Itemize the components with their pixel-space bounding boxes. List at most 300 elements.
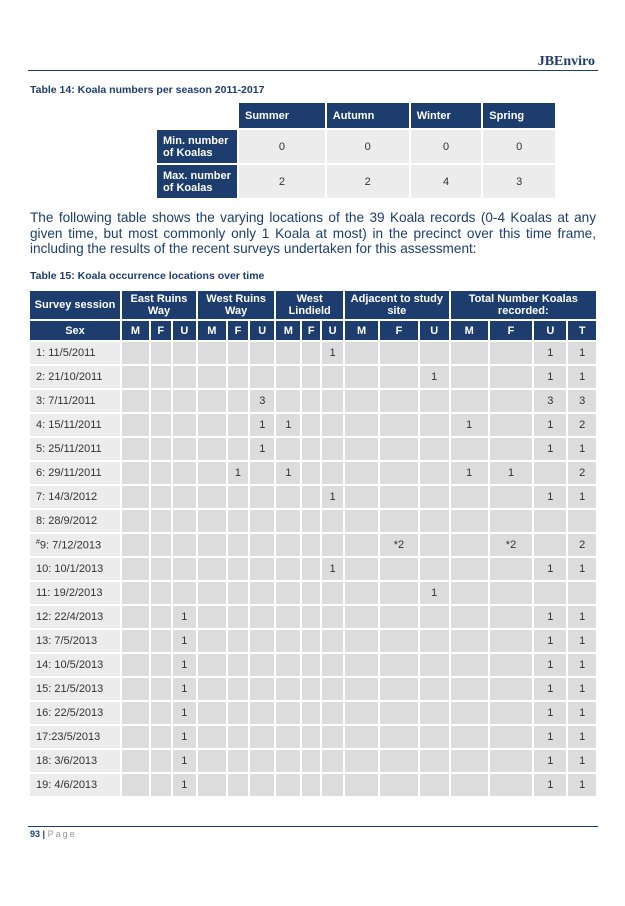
table-cell xyxy=(151,726,171,748)
table-cell xyxy=(302,486,320,508)
table-cell xyxy=(250,534,274,556)
table-cell xyxy=(151,390,171,412)
table-cell xyxy=(490,510,532,532)
table-row xyxy=(30,774,596,796)
table15-sex-header: M xyxy=(451,321,488,340)
session-footnote-mark: # xyxy=(36,538,40,546)
table-cell xyxy=(302,534,320,556)
table-cell xyxy=(490,342,532,364)
table-cell: *2 xyxy=(490,534,532,556)
table-row xyxy=(30,534,596,556)
table-cell xyxy=(380,630,418,652)
table-cell xyxy=(451,534,488,556)
table-row xyxy=(30,630,596,652)
table-cell: 1 xyxy=(568,726,596,748)
table-cell xyxy=(380,486,418,508)
table14-row-label: Min. number of Koalas xyxy=(157,130,237,163)
table-cell xyxy=(250,366,274,388)
table-cell: 1 xyxy=(568,750,596,772)
table-cell xyxy=(380,702,418,724)
table-cell: 1 xyxy=(420,582,449,604)
table15-sex-header: U xyxy=(173,321,196,340)
table-cell xyxy=(276,366,300,388)
table-row xyxy=(30,654,596,676)
table-cell xyxy=(451,726,488,748)
table-cell xyxy=(276,534,300,556)
table15-sex-header: F xyxy=(302,321,320,340)
table-cell: 1 xyxy=(534,414,566,436)
table-cell xyxy=(322,726,343,748)
table-cell xyxy=(345,774,378,796)
table-cell xyxy=(151,486,171,508)
table-row xyxy=(30,462,596,484)
table14-cell: 0 xyxy=(239,130,325,163)
table15-caption: Table 15: Koala occurrence locations over time xyxy=(30,270,265,282)
table-cell xyxy=(380,462,418,484)
table-cell xyxy=(122,366,149,388)
table14-cell: 0 xyxy=(327,130,409,163)
session-text: 18: 3/6/2013 xyxy=(36,755,98,767)
table-cell xyxy=(228,438,248,460)
table15-sex-header: F xyxy=(151,321,171,340)
table-cell: 1 xyxy=(534,774,566,796)
table15-sex-header: U xyxy=(420,321,449,340)
table14-cell: 2 xyxy=(327,165,409,198)
table-cell xyxy=(322,654,343,676)
table-cell xyxy=(302,678,320,700)
table-cell: 1 xyxy=(568,558,596,580)
table-cell xyxy=(228,558,248,580)
table-cell xyxy=(173,534,196,556)
table-row xyxy=(30,510,596,532)
table-cell xyxy=(198,558,226,580)
session-text: 4: 15/11/2011 xyxy=(36,419,102,431)
table-cell: 1 xyxy=(534,630,566,652)
table-cell xyxy=(380,774,418,796)
table-cell xyxy=(198,750,226,772)
table-cell xyxy=(228,486,248,508)
table-cell xyxy=(451,774,488,796)
table-cell: 1 xyxy=(534,702,566,724)
table-cell xyxy=(228,510,248,532)
session-text: 2: 21/10/2011 xyxy=(36,371,103,383)
table-cell: 1 xyxy=(322,558,343,580)
table-cell: 1 xyxy=(534,486,566,508)
table14-row xyxy=(157,165,555,198)
session-text: 7: 14/3/2012 xyxy=(36,491,98,503)
footer-separator: | xyxy=(42,829,46,839)
table-cell: 1 xyxy=(568,702,596,724)
survey-session-label xyxy=(30,678,120,700)
table-row xyxy=(30,702,596,724)
table15-sex-header: M xyxy=(276,321,300,340)
session-text: 1: 11/5/2011 xyxy=(36,347,96,359)
table-cell xyxy=(451,342,488,364)
table-cell xyxy=(122,774,149,796)
table-cell xyxy=(451,702,488,724)
table-cell xyxy=(380,366,418,388)
table-cell xyxy=(345,486,378,508)
table-cell xyxy=(198,702,226,724)
table-cell xyxy=(276,702,300,724)
table-cell xyxy=(276,774,300,796)
table-cell xyxy=(228,630,248,652)
table-cell xyxy=(276,438,300,460)
table-cell xyxy=(490,582,532,604)
table-cell xyxy=(534,534,566,556)
table-cell xyxy=(490,750,532,772)
table-cell xyxy=(250,462,274,484)
table-cell xyxy=(380,510,418,532)
table-row xyxy=(30,366,596,388)
table-cell xyxy=(345,606,378,628)
table-cell: 1 xyxy=(173,678,196,700)
table14-cell: 0 xyxy=(483,130,555,163)
table-row xyxy=(30,678,596,700)
table14-header-row xyxy=(157,103,555,128)
table-cell xyxy=(322,462,343,484)
table-cell xyxy=(302,390,320,412)
table-cell: 1 xyxy=(451,462,488,484)
table-cell: 1 xyxy=(228,462,248,484)
table-cell: 1 xyxy=(173,654,196,676)
session-text: 9: 7/12/2013 xyxy=(39,539,102,552)
table-cell xyxy=(302,462,320,484)
table-cell xyxy=(345,702,378,724)
table-cell xyxy=(198,774,226,796)
table-cell: 1 xyxy=(568,606,596,628)
table-cell xyxy=(228,678,248,700)
table-cell xyxy=(345,726,378,748)
survey-session-label xyxy=(30,606,120,628)
table-cell xyxy=(276,654,300,676)
table-cell: 3 xyxy=(534,390,566,412)
table14-cell: 4 xyxy=(411,165,482,198)
table-cell xyxy=(173,510,196,532)
table-cell xyxy=(173,366,196,388)
table-cell xyxy=(228,342,248,364)
session-text: 17:23/5/2013 xyxy=(36,731,101,743)
table-cell xyxy=(420,630,449,652)
survey-session-label xyxy=(30,462,120,484)
table-cell xyxy=(151,438,171,460)
table-cell xyxy=(345,438,378,460)
table-cell xyxy=(250,582,274,604)
table-cell xyxy=(250,342,274,364)
table15-sex-header: U xyxy=(534,321,566,340)
table-cell xyxy=(198,606,226,628)
survey-session-label xyxy=(30,774,120,796)
survey-session-label xyxy=(30,702,120,724)
table-cell xyxy=(198,534,226,556)
table-cell xyxy=(322,390,343,412)
table-cell: 1 xyxy=(568,678,596,700)
table-cell: 1 xyxy=(568,486,596,508)
table-cell xyxy=(420,390,449,412)
table-cell xyxy=(250,702,274,724)
table-cell xyxy=(250,486,274,508)
page-footer xyxy=(30,829,77,839)
table-cell xyxy=(198,438,226,460)
table-cell xyxy=(420,654,449,676)
table-cell xyxy=(198,342,226,364)
survey-session-label xyxy=(30,582,120,604)
table-cell: 1 xyxy=(534,678,566,700)
table-cell xyxy=(250,678,274,700)
session-text: 11: 19/2/2013 xyxy=(36,587,103,599)
table-cell xyxy=(198,390,226,412)
table14-col-header: Summer xyxy=(239,103,325,128)
table-cell xyxy=(173,558,196,580)
table-cell: 1 xyxy=(173,726,196,748)
table-cell xyxy=(302,774,320,796)
session-text: 14: 10/5/2013 xyxy=(36,659,104,671)
table-cell xyxy=(302,342,320,364)
table15-sex-header: F xyxy=(380,321,418,340)
table-row xyxy=(30,726,596,748)
table-cell xyxy=(122,750,149,772)
table-cell xyxy=(420,534,449,556)
table-cell xyxy=(490,678,532,700)
table-cell xyxy=(302,414,320,436)
table-cell xyxy=(345,462,378,484)
table-cell: 1 xyxy=(534,366,566,388)
survey-session-label xyxy=(30,438,120,460)
table-cell xyxy=(276,558,300,580)
table14-cell: 0 xyxy=(411,130,482,163)
table-cell xyxy=(568,510,596,532)
table-cell xyxy=(451,486,488,508)
table-cell xyxy=(151,750,171,772)
table-cell xyxy=(228,582,248,604)
table-cell xyxy=(380,582,418,604)
table15-sex-header: F xyxy=(228,321,248,340)
table-cell xyxy=(345,750,378,772)
table-cell xyxy=(380,558,418,580)
table-cell xyxy=(198,726,226,748)
table-cell: 1 xyxy=(276,414,300,436)
table-cell xyxy=(228,750,248,772)
table-cell: 1 xyxy=(173,702,196,724)
table-row xyxy=(30,582,596,604)
table-cell xyxy=(345,342,378,364)
table-cell: 2 xyxy=(568,414,596,436)
table-cell xyxy=(345,654,378,676)
table-cell xyxy=(302,726,320,748)
table-cell xyxy=(173,438,196,460)
body-paragraph: The following table shows the varying locations of the 39 Koala records (0-4 Koalas at any given time, but most commonly only 1 Koala at most) in the precinct over this time frame, including the results of the recent surveys undertaken for this assessment: xyxy=(30,210,596,256)
table-cell xyxy=(276,606,300,628)
table-cell xyxy=(122,462,149,484)
table-cell: 1 xyxy=(534,606,566,628)
table-cell xyxy=(451,654,488,676)
table-cell xyxy=(420,750,449,772)
table-row xyxy=(30,342,596,364)
footer-rule xyxy=(28,826,598,827)
table-cell xyxy=(250,726,274,748)
table-cell xyxy=(122,486,149,508)
table-cell xyxy=(322,582,343,604)
table-cell xyxy=(380,438,418,460)
table-cell xyxy=(228,654,248,676)
brand-logo: JBEnviro xyxy=(537,54,595,69)
table-row xyxy=(30,486,596,508)
table14-row-label: Max. number of Koalas xyxy=(157,165,237,198)
table-cell xyxy=(380,414,418,436)
table-cell xyxy=(345,414,378,436)
table-cell xyxy=(302,438,320,460)
table-cell xyxy=(151,510,171,532)
session-text: 6: 29/11/2011 xyxy=(36,467,102,479)
table-cell xyxy=(198,630,226,652)
table-cell xyxy=(122,630,149,652)
table15-sex-header: U xyxy=(322,321,343,340)
table-cell xyxy=(345,630,378,652)
table-cell xyxy=(380,606,418,628)
table-cell xyxy=(534,462,566,484)
table-cell xyxy=(250,654,274,676)
table-cell xyxy=(228,606,248,628)
table15-body xyxy=(30,342,596,796)
table-row xyxy=(30,438,596,460)
table-cell xyxy=(250,510,274,532)
table14 xyxy=(155,101,557,200)
session-text: 5: 25/11/2011 xyxy=(36,443,102,455)
table-cell xyxy=(276,750,300,772)
table-cell xyxy=(122,582,149,604)
table-cell xyxy=(228,726,248,748)
table-row xyxy=(30,558,596,580)
table-cell xyxy=(490,654,532,676)
table-cell xyxy=(250,630,274,652)
table-cell xyxy=(276,486,300,508)
table-cell xyxy=(322,606,343,628)
table-cell xyxy=(490,438,532,460)
table-cell xyxy=(250,750,274,772)
table-cell xyxy=(345,510,378,532)
table-cell xyxy=(420,414,449,436)
table-cell xyxy=(173,486,196,508)
table-cell xyxy=(534,510,566,532)
survey-session-label xyxy=(30,390,120,412)
table15-sex-header: T xyxy=(568,321,596,340)
table-cell xyxy=(451,750,488,772)
table-cell xyxy=(345,582,378,604)
table-cell xyxy=(250,606,274,628)
table-cell xyxy=(173,342,196,364)
table-cell xyxy=(151,342,171,364)
table-cell xyxy=(451,558,488,580)
table-cell xyxy=(198,510,226,532)
table-cell xyxy=(322,438,343,460)
survey-session-label xyxy=(30,750,120,772)
table-cell xyxy=(250,774,274,796)
table-cell: *2 xyxy=(380,534,418,556)
table-cell xyxy=(302,606,320,628)
table-cell: 3 xyxy=(250,390,274,412)
session-text: 19: 4/6/2013 xyxy=(36,779,98,791)
table-cell xyxy=(451,582,488,604)
survey-session-label xyxy=(30,558,120,580)
session-text: 16: 22/5/2013 xyxy=(36,707,104,719)
table-cell xyxy=(490,486,532,508)
table-row xyxy=(30,606,596,628)
table14-col-header: Winter xyxy=(411,103,482,128)
table-cell xyxy=(420,774,449,796)
table-cell xyxy=(451,510,488,532)
table-cell xyxy=(198,462,226,484)
table-cell xyxy=(276,510,300,532)
table-cell xyxy=(250,558,274,580)
table-cell xyxy=(322,534,343,556)
page-number: 93 xyxy=(30,829,41,839)
table15-group-header: Total Number Koalas recorded: xyxy=(451,291,596,319)
table-cell xyxy=(322,750,343,772)
table-cell xyxy=(302,510,320,532)
header-rule xyxy=(28,70,598,71)
table-cell xyxy=(345,366,378,388)
table-cell xyxy=(151,606,171,628)
table-cell: 1 xyxy=(173,750,196,772)
table15 xyxy=(28,289,598,798)
table-cell xyxy=(276,678,300,700)
table-row xyxy=(30,414,596,436)
page-word: Page xyxy=(47,829,77,839)
table-cell xyxy=(490,414,532,436)
table-cell xyxy=(302,702,320,724)
table-cell: 1 xyxy=(568,630,596,652)
table-cell xyxy=(173,582,196,604)
table-cell xyxy=(322,774,343,796)
table-cell xyxy=(122,510,149,532)
table-cell xyxy=(122,414,149,436)
table-cell xyxy=(490,726,532,748)
table-cell: 1 xyxy=(534,726,566,748)
table-cell xyxy=(380,750,418,772)
table-cell: 1 xyxy=(568,438,596,460)
table-cell xyxy=(345,678,378,700)
table-cell xyxy=(322,630,343,652)
table-cell xyxy=(151,366,171,388)
table-cell xyxy=(420,486,449,508)
table-cell xyxy=(420,702,449,724)
session-text: 12: 22/4/2013 xyxy=(36,611,104,623)
table-cell: 1 xyxy=(173,606,196,628)
table-cell: 1 xyxy=(534,558,566,580)
table-cell: 1 xyxy=(250,414,274,436)
table15-sex-header-row xyxy=(30,321,596,340)
table15-sex-label: Sex xyxy=(30,321,120,340)
table-cell xyxy=(322,366,343,388)
table-cell xyxy=(228,774,248,796)
table-cell xyxy=(420,510,449,532)
survey-session-label xyxy=(30,534,120,556)
table-cell xyxy=(420,438,449,460)
session-text: 13: 7/5/2013 xyxy=(36,635,98,647)
table15-sex-header: M xyxy=(198,321,226,340)
table-cell xyxy=(345,558,378,580)
table-cell xyxy=(198,414,226,436)
survey-session-label xyxy=(30,366,120,388)
table-cell xyxy=(302,366,320,388)
table-cell xyxy=(198,678,226,700)
session-text: 10: 10/1/2013 xyxy=(36,563,104,575)
table-cell xyxy=(451,630,488,652)
table14-cell: 2 xyxy=(239,165,325,198)
table-cell xyxy=(198,654,226,676)
table-cell: 1 xyxy=(534,342,566,364)
table-cell xyxy=(228,702,248,724)
